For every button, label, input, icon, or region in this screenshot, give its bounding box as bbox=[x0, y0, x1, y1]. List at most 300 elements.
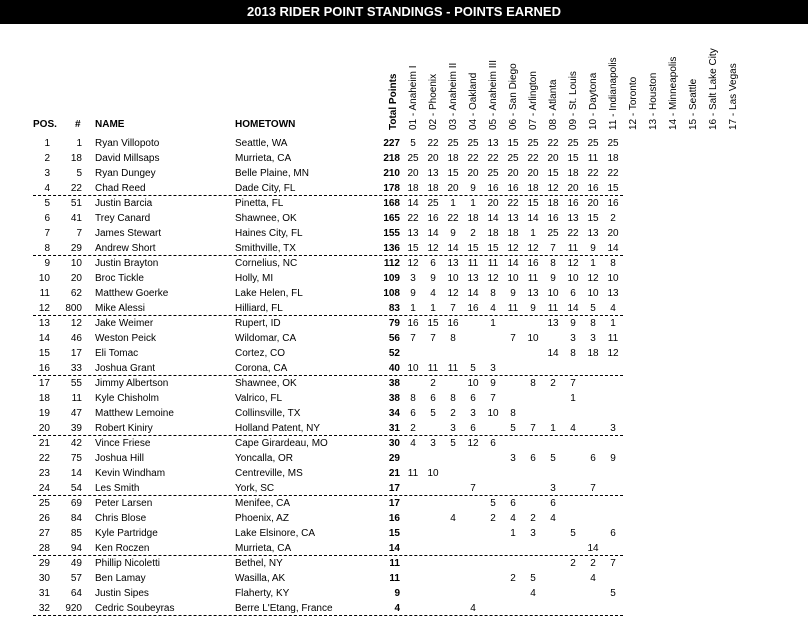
rider-round-points: 5 bbox=[550, 453, 556, 464]
header-pos: POS. bbox=[33, 119, 57, 130]
rider-round-points: 18 bbox=[487, 228, 499, 239]
rider-pos: 14 bbox=[38, 333, 50, 344]
rider-total: 30 bbox=[388, 438, 400, 449]
rider-round-points: 18 bbox=[567, 168, 579, 179]
rider-round-points: 22 bbox=[547, 138, 559, 149]
round-header-9: 09 - St. Louis bbox=[568, 71, 579, 130]
round-header-4: 04 - Oakland bbox=[468, 72, 479, 130]
round-header-3: 03 - Anaheim II bbox=[448, 62, 459, 130]
rider-round-points: 7 bbox=[510, 333, 516, 344]
rider-round-points: 8 bbox=[610, 258, 616, 269]
rider-hometown: Lake Elsinore, CA bbox=[235, 528, 316, 539]
rider-round-points: 13 bbox=[547, 318, 559, 329]
table-row bbox=[0, 541, 808, 556]
rider-round-points: 22 bbox=[607, 168, 619, 179]
rider-round-points: 22 bbox=[567, 228, 579, 239]
table-row bbox=[0, 421, 808, 436]
rider-number: 33 bbox=[70, 363, 82, 374]
rider-pos: 23 bbox=[38, 468, 50, 479]
rider-name: Ben Lamay bbox=[95, 573, 146, 584]
rider-round-points: 13 bbox=[427, 168, 439, 179]
rider-pos: 12 bbox=[38, 303, 50, 314]
table-row bbox=[0, 406, 808, 421]
rider-hometown: Cornelius, NC bbox=[235, 258, 298, 269]
rider-round-points: 5 bbox=[530, 573, 536, 584]
rider-round-points: 20 bbox=[547, 153, 559, 164]
rider-round-points: 22 bbox=[527, 153, 539, 164]
round-header-14: 14 - Minneapolis bbox=[668, 56, 679, 130]
round-header-0: Total Points bbox=[388, 73, 399, 130]
rider-round-points: 10 bbox=[607, 273, 619, 284]
rider-pos: 18 bbox=[38, 393, 50, 404]
rider-round-points: 13 bbox=[567, 213, 579, 224]
rider-round-points: 6 bbox=[430, 393, 436, 404]
rider-name: Jake Weimer bbox=[95, 318, 154, 329]
rider-name: Justin Barcia bbox=[95, 198, 153, 209]
header-hometown: HOMETOWN bbox=[235, 119, 296, 130]
rider-pos: 26 bbox=[38, 513, 50, 524]
rider-round-points: 14 bbox=[407, 198, 419, 209]
rider-round-points: 10 bbox=[467, 378, 479, 389]
rider-pos: 7 bbox=[44, 228, 50, 239]
rider-hometown: Holland Patent, NY bbox=[235, 423, 321, 434]
rider-round-points: 16 bbox=[607, 198, 619, 209]
rider-name: Mike Alessi bbox=[95, 303, 146, 314]
rider-round-points: 3 bbox=[530, 528, 536, 539]
rider-hometown: Cape Girardeau, MO bbox=[235, 438, 328, 449]
rider-round-points: 14 bbox=[507, 258, 519, 269]
rider-name: Robert Kiniry bbox=[95, 423, 153, 434]
header-name: NAME bbox=[95, 119, 125, 130]
rider-name: Matthew Goerke bbox=[95, 288, 169, 299]
rider-number: 14 bbox=[70, 468, 82, 479]
rider-round-points: 4 bbox=[430, 288, 436, 299]
rider-hometown: Yoncalla, OR bbox=[235, 453, 293, 464]
rider-round-points: 2 bbox=[590, 558, 596, 569]
rider-name: Chris Blose bbox=[95, 513, 147, 524]
rider-round-points: 10 bbox=[427, 468, 439, 479]
rider-round-points: 7 bbox=[570, 378, 576, 389]
rider-round-points: 25 bbox=[587, 138, 599, 149]
rider-total: 38 bbox=[388, 393, 400, 404]
rider-name: Kevin Windham bbox=[95, 468, 166, 479]
rider-round-points: 13 bbox=[487, 138, 499, 149]
table-row bbox=[0, 256, 808, 271]
rider-round-points: 13 bbox=[407, 228, 419, 239]
rider-round-points: 4 bbox=[490, 303, 496, 314]
rider-pos: 4 bbox=[44, 183, 50, 194]
rider-round-points: 14 bbox=[527, 213, 539, 224]
rider-round-points: 15 bbox=[467, 243, 479, 254]
round-header-6: 06 - San Diego bbox=[508, 63, 519, 130]
rider-round-points: 18 bbox=[467, 213, 479, 224]
rider-round-points: 3 bbox=[510, 453, 516, 464]
rider-round-points: 25 bbox=[547, 228, 559, 239]
rider-round-points: 20 bbox=[587, 198, 599, 209]
rider-round-points: 4 bbox=[510, 513, 516, 524]
rider-round-points: 7 bbox=[470, 483, 476, 494]
rider-name: Matthew Lemoine bbox=[95, 408, 174, 419]
rider-round-points: 16 bbox=[507, 183, 519, 194]
rider-pos: 27 bbox=[38, 528, 50, 539]
rider-round-points: 7 bbox=[550, 243, 556, 254]
rider-hometown: Haines City, FL bbox=[235, 228, 303, 239]
rider-total: 38 bbox=[388, 378, 400, 389]
rider-hometown: Murrieta, CA bbox=[235, 153, 292, 164]
rider-number: 800 bbox=[65, 303, 82, 314]
table-row bbox=[0, 496, 808, 511]
round-header-15: 15 - Seattle bbox=[688, 78, 699, 130]
rider-round-points: 25 bbox=[527, 138, 539, 149]
rider-round-points: 7 bbox=[590, 483, 596, 494]
table-row bbox=[0, 361, 808, 376]
rider-hometown: Wildomar, CA bbox=[235, 333, 297, 344]
rider-pos: 28 bbox=[38, 543, 50, 554]
rider-number: 5 bbox=[76, 168, 82, 179]
rider-pos: 21 bbox=[38, 438, 50, 449]
rider-pos: 6 bbox=[44, 213, 50, 224]
rider-total: 83 bbox=[388, 303, 400, 314]
page-title: 2013 RIDER POINT STANDINGS - POINTS EARNED bbox=[0, 0, 808, 24]
rider-hometown: Valrico, FL bbox=[235, 393, 283, 404]
rider-round-points: 16 bbox=[567, 198, 579, 209]
rider-round-points: 1 bbox=[530, 228, 536, 239]
rider-round-points: 13 bbox=[447, 258, 459, 269]
rider-round-points: 7 bbox=[430, 333, 436, 344]
rider-number: 46 bbox=[70, 333, 82, 344]
rider-round-points: 2 bbox=[470, 228, 476, 239]
rider-round-points: 9 bbox=[570, 318, 576, 329]
rider-number: 57 bbox=[70, 573, 82, 584]
rider-round-points: 10 bbox=[587, 288, 599, 299]
rider-round-points: 3 bbox=[610, 423, 616, 434]
rider-pos: 20 bbox=[38, 423, 50, 434]
rider-hometown: Murrieta, CA bbox=[235, 543, 292, 554]
table-row bbox=[0, 451, 808, 466]
rider-name: Joshua Grant bbox=[95, 363, 156, 374]
rider-round-points: 11 bbox=[587, 153, 599, 164]
rider-round-points: 8 bbox=[410, 393, 416, 404]
rider-round-points: 12 bbox=[447, 288, 459, 299]
rider-round-points: 18 bbox=[407, 183, 419, 194]
rider-total: 165 bbox=[383, 213, 400, 224]
rider-round-points: 16 bbox=[447, 318, 459, 329]
rider-pos: 16 bbox=[38, 363, 50, 374]
table-row bbox=[0, 241, 808, 256]
rider-pos: 13 bbox=[38, 318, 50, 329]
table-row bbox=[0, 391, 808, 406]
rider-total: 136 bbox=[383, 243, 400, 254]
table-row bbox=[0, 376, 808, 391]
rider-round-points: 15 bbox=[427, 318, 439, 329]
rider-number: 75 bbox=[70, 453, 82, 464]
rider-total: 52 bbox=[388, 348, 400, 359]
table-row bbox=[0, 316, 808, 331]
rider-round-points: 3 bbox=[470, 408, 476, 419]
table-row bbox=[0, 511, 808, 526]
table-row bbox=[0, 271, 808, 286]
rider-pos: 19 bbox=[38, 408, 50, 419]
rider-number: 920 bbox=[65, 603, 82, 614]
rider-name: Jimmy Albertson bbox=[95, 378, 169, 389]
rider-round-points: 8 bbox=[570, 348, 576, 359]
rider-pos: 22 bbox=[38, 453, 50, 464]
rider-number: 20 bbox=[70, 273, 82, 284]
rider-round-points: 16 bbox=[427, 213, 439, 224]
rider-name: Ryan Villopoto bbox=[95, 138, 160, 149]
rider-pos: 25 bbox=[38, 498, 50, 509]
rider-round-points: 3 bbox=[550, 483, 556, 494]
table-row bbox=[0, 346, 808, 361]
rider-total: 108 bbox=[383, 288, 400, 299]
rider-round-points: 9 bbox=[510, 288, 516, 299]
rider-round-points: 6 bbox=[470, 423, 476, 434]
table-row bbox=[0, 301, 808, 316]
table-row bbox=[0, 331, 808, 346]
rider-round-points: 10 bbox=[447, 273, 459, 284]
rider-number: 51 bbox=[70, 198, 82, 209]
rider-total: 56 bbox=[388, 333, 400, 344]
rider-number: 55 bbox=[70, 378, 82, 389]
rider-number: 17 bbox=[70, 348, 82, 359]
rider-round-points: 12 bbox=[547, 183, 559, 194]
rider-name: Kyle Partridge bbox=[95, 528, 158, 539]
rider-name: James Stewart bbox=[95, 228, 162, 239]
rider-round-points: 20 bbox=[427, 153, 439, 164]
rider-round-points: 13 bbox=[527, 288, 539, 299]
rider-hometown: Phoenix, AZ bbox=[235, 513, 289, 524]
rider-total: 168 bbox=[383, 198, 400, 209]
rider-round-points: 4 bbox=[550, 513, 556, 524]
rider-round-points: 9 bbox=[470, 183, 476, 194]
rider-name: Joshua Hill bbox=[95, 453, 144, 464]
table-row bbox=[0, 196, 808, 211]
rider-name: Eli Tomac bbox=[95, 348, 139, 359]
rider-round-points: 12 bbox=[467, 438, 479, 449]
rider-name: Weston Peick bbox=[95, 333, 156, 344]
rider-round-points: 18 bbox=[527, 183, 539, 194]
round-header-2: 02 - Phoenix bbox=[428, 73, 439, 130]
rider-round-points: 11 bbox=[487, 258, 499, 269]
rider-name: Cedric Soubeyras bbox=[95, 603, 175, 614]
rider-round-points: 9 bbox=[410, 288, 416, 299]
rider-round-points: 11 bbox=[507, 303, 519, 314]
rider-round-points: 6 bbox=[550, 498, 556, 509]
rider-round-points: 5 bbox=[510, 423, 516, 434]
rider-round-points: 4 bbox=[410, 438, 416, 449]
rider-round-points: 6 bbox=[430, 258, 436, 269]
table-row bbox=[0, 526, 808, 541]
rider-round-points: 1 bbox=[490, 318, 496, 329]
rider-round-points: 22 bbox=[587, 168, 599, 179]
rider-round-points: 15 bbox=[487, 243, 499, 254]
rider-number: 22 bbox=[70, 183, 82, 194]
rider-round-points: 11 bbox=[467, 258, 479, 269]
rider-round-points: 7 bbox=[450, 303, 456, 314]
rider-round-points: 6 bbox=[410, 408, 416, 419]
rider-pos: 11 bbox=[39, 288, 50, 299]
rider-round-points: 8 bbox=[510, 408, 516, 419]
round-header-17: 17 - Las Vegas bbox=[728, 63, 739, 130]
rider-round-points: 3 bbox=[430, 438, 436, 449]
rider-round-points: 22 bbox=[427, 138, 439, 149]
rider-round-points: 9 bbox=[450, 228, 456, 239]
rider-hometown: Corona, CA bbox=[235, 363, 288, 374]
rider-round-points: 18 bbox=[547, 198, 559, 209]
rider-round-points: 5 bbox=[430, 408, 436, 419]
rider-hometown: Menifee, CA bbox=[235, 498, 291, 509]
table-row bbox=[0, 586, 808, 601]
rider-round-points: 1 bbox=[510, 528, 516, 539]
rider-pos: 32 bbox=[38, 603, 50, 614]
rider-pos: 10 bbox=[38, 273, 50, 284]
rider-round-points: 3 bbox=[570, 333, 576, 344]
rider-round-points: 18 bbox=[427, 183, 439, 194]
rider-pos: 9 bbox=[44, 258, 50, 269]
rider-round-points: 7 bbox=[490, 393, 496, 404]
rider-round-points: 20 bbox=[467, 168, 479, 179]
rider-number: 1 bbox=[76, 138, 82, 149]
rider-name: Les Smith bbox=[95, 483, 140, 494]
rider-number: 11 bbox=[71, 393, 82, 404]
rider-round-points: 12 bbox=[567, 258, 579, 269]
rider-round-points: 15 bbox=[407, 243, 419, 254]
rider-number: 54 bbox=[70, 483, 82, 494]
rider-round-points: 13 bbox=[607, 288, 619, 299]
rider-total: 34 bbox=[388, 408, 400, 419]
rider-pos: 17 bbox=[38, 378, 50, 389]
table-row bbox=[0, 181, 808, 196]
rider-round-points: 20 bbox=[447, 183, 459, 194]
rider-pos: 30 bbox=[38, 573, 50, 584]
rider-round-points: 22 bbox=[487, 153, 499, 164]
rider-round-points: 11 bbox=[567, 243, 579, 254]
rider-round-points: 5 bbox=[470, 363, 476, 374]
rider-round-points: 18 bbox=[507, 228, 519, 239]
rider-number: 39 bbox=[70, 423, 82, 434]
rider-round-points: 7 bbox=[610, 558, 616, 569]
rider-number: 29 bbox=[70, 243, 82, 254]
rider-round-points: 18 bbox=[607, 153, 619, 164]
rider-total: 14 bbox=[388, 543, 400, 554]
rider-round-points: 9 bbox=[430, 273, 436, 284]
rider-round-points: 2 bbox=[610, 213, 616, 224]
rider-round-points: 16 bbox=[587, 183, 599, 194]
rider-hometown: Centreville, MS bbox=[235, 468, 303, 479]
table-row bbox=[0, 151, 808, 166]
rider-round-points: 12 bbox=[527, 243, 539, 254]
rider-round-points: 10 bbox=[507, 273, 519, 284]
rider-round-points: 14 bbox=[547, 348, 559, 359]
rider-hometown: Berre L'Etang, France bbox=[235, 603, 333, 614]
rider-name: Trey Canard bbox=[95, 213, 151, 224]
rider-round-points: 16 bbox=[407, 318, 419, 329]
rider-round-points: 4 bbox=[470, 603, 476, 614]
table-row bbox=[0, 286, 808, 301]
round-header-10: 10 - Daytona bbox=[588, 72, 599, 130]
rider-round-points: 2 bbox=[570, 558, 576, 569]
rider-total: 16 bbox=[388, 513, 400, 524]
rider-round-points: 22 bbox=[507, 198, 519, 209]
rider-round-points: 14 bbox=[427, 228, 439, 239]
rider-round-points: 1 bbox=[610, 318, 616, 329]
rider-round-points: 16 bbox=[547, 213, 559, 224]
rider-round-points: 15 bbox=[587, 213, 599, 224]
rider-pos: 1 bbox=[44, 138, 50, 149]
rider-hometown: Smithville, TX bbox=[235, 243, 296, 254]
rider-pos: 24 bbox=[38, 483, 50, 494]
rider-round-points: 22 bbox=[467, 153, 479, 164]
rider-round-points: 3 bbox=[490, 363, 496, 374]
rider-round-points: 8 bbox=[550, 258, 556, 269]
round-header-5: 05 - Anaheim III bbox=[488, 59, 499, 130]
rider-round-points: 14 bbox=[567, 303, 579, 314]
rider-round-points: 25 bbox=[407, 153, 419, 164]
table-row bbox=[0, 211, 808, 226]
rider-number: 62 bbox=[70, 288, 82, 299]
rider-name: Ryan Dungey bbox=[95, 168, 156, 179]
rider-round-points: 4 bbox=[590, 573, 596, 584]
rider-number: 69 bbox=[70, 498, 82, 509]
rider-round-points: 12 bbox=[507, 243, 519, 254]
rider-hometown: Holly, MI bbox=[235, 273, 274, 284]
rider-hometown: Seattle, WA bbox=[235, 138, 288, 149]
group-divider bbox=[33, 615, 623, 616]
rider-total: 17 bbox=[388, 498, 400, 509]
rider-name: Phillip Nicoletti bbox=[95, 558, 161, 569]
rider-number: 42 bbox=[70, 438, 82, 449]
table-row bbox=[0, 481, 808, 496]
rider-total: 210 bbox=[383, 168, 400, 179]
rider-round-points: 11 bbox=[547, 303, 559, 314]
rider-name: Vince Friese bbox=[95, 438, 151, 449]
rider-round-points: 8 bbox=[450, 333, 456, 344]
rider-round-points: 15 bbox=[527, 198, 539, 209]
rider-round-points: 5 bbox=[590, 303, 596, 314]
rider-round-points: 13 bbox=[587, 228, 599, 239]
rider-round-points: 10 bbox=[527, 333, 539, 344]
rider-round-points: 25 bbox=[567, 138, 579, 149]
rider-round-points: 10 bbox=[487, 408, 499, 419]
rider-round-points: 2 bbox=[510, 573, 516, 584]
rider-total: 21 bbox=[388, 468, 400, 479]
rider-hometown: Flaherty, KY bbox=[235, 588, 290, 599]
rider-round-points: 5 bbox=[610, 588, 616, 599]
rider-round-points: 8 bbox=[530, 378, 536, 389]
rider-round-points: 11 bbox=[427, 363, 439, 374]
rider-total: 79 bbox=[388, 318, 400, 329]
rider-round-points: 1 bbox=[430, 303, 436, 314]
rider-round-points: 3 bbox=[450, 423, 456, 434]
round-header-16: 16 - Salt Lake City bbox=[708, 48, 719, 130]
rider-round-points: 25 bbox=[487, 168, 499, 179]
rider-round-points: 5 bbox=[410, 138, 416, 149]
rider-round-points: 20 bbox=[527, 168, 539, 179]
rider-hometown: Shawnee, OK bbox=[235, 378, 297, 389]
rider-round-points: 25 bbox=[467, 138, 479, 149]
rider-round-points: 16 bbox=[467, 303, 479, 314]
rider-round-points: 8 bbox=[590, 318, 596, 329]
round-header-7: 07 - Arlington bbox=[528, 71, 539, 130]
rider-pos: 15 bbox=[38, 348, 50, 359]
rider-round-points: 7 bbox=[530, 423, 536, 434]
rider-round-points: 1 bbox=[410, 303, 416, 314]
rider-pos: 29 bbox=[38, 558, 50, 569]
rider-total: 4 bbox=[394, 603, 400, 614]
rider-round-points: 9 bbox=[610, 453, 616, 464]
rider-round-points: 15 bbox=[547, 168, 559, 179]
rider-round-points: 15 bbox=[607, 183, 619, 194]
